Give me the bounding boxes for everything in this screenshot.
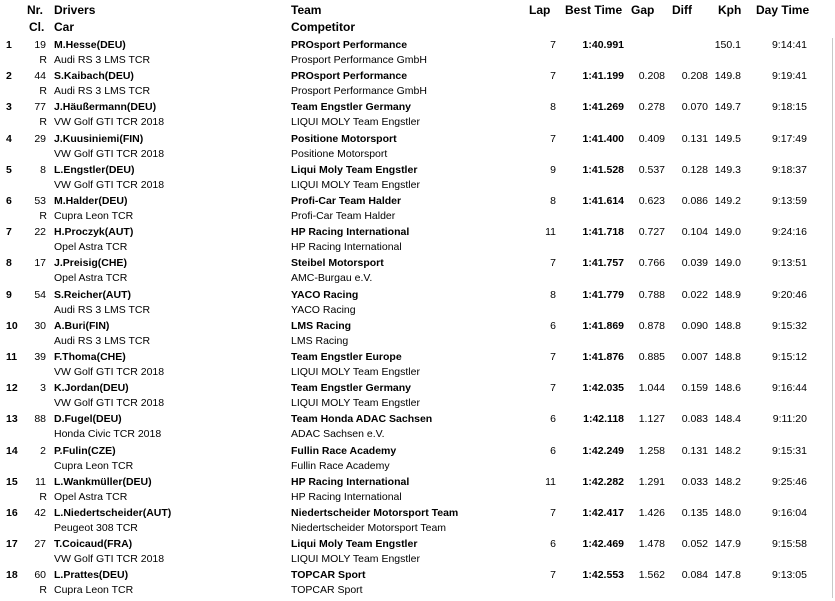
- cell-diff: 0.084: [681, 569, 708, 582]
- cell-diff: 0.086: [681, 195, 708, 207]
- cell-kph: 148.8: [714, 319, 741, 332]
- cell-competitor: TOPCAR Sport: [291, 584, 363, 597]
- cell-competitor: LIQUI MOLY Team Engstler: [291, 366, 420, 378]
- cell-lap: 8: [550, 101, 556, 114]
- cell-gap: 0.766: [638, 257, 665, 270]
- cell-best: 1:42.553: [582, 569, 624, 582]
- cell-driver: L.Niedertscheider(AUT): [54, 507, 172, 519]
- cell-nr: 88: [34, 413, 46, 426]
- cell-driver: J.Preisig(CHE): [54, 257, 127, 270]
- cell-nr: 8: [40, 163, 46, 176]
- cell-kph: 150.1: [714, 39, 741, 51]
- cell-gap: 1.127: [638, 413, 665, 426]
- cell-kph: 148.9: [714, 288, 741, 301]
- cell-cl: R: [39, 54, 47, 66]
- cell-day: 9:24:16: [771, 226, 807, 239]
- cell-driver: M.Hesse(DEU): [54, 39, 126, 51]
- cell-gap: 1.044: [638, 382, 665, 395]
- cell-car: Cupra Leon TCR: [54, 459, 134, 472]
- cell-lap: 11: [545, 226, 556, 239]
- cell-competitor: LIQUI MOLY Team Engstler: [291, 553, 420, 566]
- cell-competitor: Prosport Performance GmbH: [291, 85, 427, 98]
- cell-lap: 7: [550, 39, 556, 51]
- cell-driver: A.Buri(FIN): [54, 319, 110, 332]
- cell-gap: 0.885: [638, 351, 665, 363]
- cell-day: 9:15:58: [771, 538, 807, 551]
- cell-day: 9:20:46: [771, 288, 807, 301]
- table-row: [0, 319, 835, 350]
- cell-day: 9:13:05: [771, 569, 807, 582]
- cell-gap: 1.426: [638, 507, 665, 519]
- cell-kph: 149.8: [714, 70, 741, 83]
- cell-car: VW Golf GTI TCR 2018: [54, 397, 165, 410]
- cell-driver: K.Jordan(DEU): [54, 382, 129, 395]
- cell-kph: 149.3: [714, 163, 741, 176]
- cell-team: Team Honda ADAC Sachsen: [291, 413, 433, 426]
- cell-diff: 0.104: [681, 226, 708, 239]
- header-lap: Lap: [529, 3, 551, 17]
- cell-kph: 149.5: [714, 132, 741, 145]
- cell-car: VW Golf GTI TCR 2018: [54, 147, 165, 160]
- cell-lap: 7: [550, 382, 556, 395]
- cell-kph: 148.2: [714, 444, 741, 457]
- cell-pos: 1: [6, 39, 12, 51]
- table-row: [0, 288, 835, 319]
- cell-pos: 9: [6, 288, 12, 301]
- cell-driver: H.Proczyk(AUT): [54, 226, 134, 239]
- cell-lap: 7: [550, 351, 556, 363]
- cell-gap: 0.409: [638, 132, 665, 145]
- header-team: Team: [291, 3, 322, 17]
- cell-pos: 7: [6, 226, 12, 239]
- cell-pos: 5: [6, 163, 12, 176]
- cell-kph: 147.9: [714, 538, 741, 551]
- cell-diff: 0.052: [681, 538, 708, 551]
- cell-pos: 2: [6, 70, 12, 83]
- cell-team: Team Engstler Germany: [291, 382, 412, 395]
- cell-competitor: Prosport Performance GmbH: [291, 54, 427, 66]
- cell-kph: 149.7: [714, 101, 741, 114]
- cell-gap: 1.478: [638, 538, 665, 551]
- cell-lap: 7: [550, 507, 556, 519]
- cell-day: 9:11:20: [772, 413, 807, 426]
- cell-lap: 6: [550, 444, 556, 457]
- cell-nr: 11: [35, 475, 46, 488]
- cell-lap: 7: [550, 257, 556, 270]
- cell-gap: 0.727: [638, 226, 665, 239]
- cell-team: LMS Racing: [291, 319, 352, 332]
- cell-team: Team Engstler Europe: [291, 351, 402, 363]
- cell-best: 1:41.199: [582, 70, 624, 83]
- cell-kph: 149.0: [714, 257, 741, 270]
- cell-diff: 0.135: [681, 507, 708, 519]
- cell-pos: 8: [6, 257, 12, 270]
- cell-competitor: LIQUI MOLY Team Engstler: [291, 178, 420, 191]
- cell-gap: 0.623: [638, 195, 665, 207]
- cell-cl: R: [39, 85, 47, 98]
- cell-pos: 14: [6, 444, 18, 457]
- cell-diff: 0.208: [681, 70, 708, 83]
- header-best-time: Best Time: [565, 3, 623, 17]
- cell-car: Opel Astra TCR: [54, 241, 128, 254]
- table-row: [0, 256, 835, 287]
- cell-team: HP Racing International: [291, 226, 410, 239]
- cell-car: Audi RS 3 LMS TCR: [54, 85, 151, 98]
- cell-nr: 29: [34, 132, 46, 145]
- cell-competitor: HP Racing International: [291, 490, 402, 503]
- cell-driver: S.Kaibach(DEU): [54, 70, 134, 83]
- cell-driver: F.Thoma(CHE): [54, 351, 126, 363]
- cell-best: 1:41.528: [582, 163, 624, 176]
- cell-best: 1:41.869: [582, 319, 624, 332]
- cell-competitor: Profi-Car Team Halder: [291, 210, 396, 222]
- cell-nr: 3: [40, 382, 46, 395]
- cell-nr: 30: [34, 319, 46, 332]
- cell-competitor: Niedertscheider Motorsport Team: [291, 522, 447, 534]
- cell-nr: 60: [34, 569, 46, 582]
- cell-diff: 0.131: [681, 444, 708, 457]
- cell-nr: 22: [34, 226, 46, 239]
- cell-best: 1:41.269: [582, 101, 624, 114]
- cell-pos: 13: [6, 413, 18, 426]
- cell-car: Cupra Leon TCR: [54, 584, 134, 597]
- cell-lap: 7: [550, 70, 556, 83]
- cell-team: Profi-Car Team Halder: [291, 195, 402, 207]
- cell-nr: 53: [34, 195, 46, 207]
- cell-cl: R: [39, 210, 47, 222]
- cell-diff: 0.033: [681, 475, 708, 488]
- cell-day: 9:13:51: [771, 257, 807, 270]
- cell-kph: 147.8: [714, 569, 741, 582]
- cell-pos: 17: [6, 538, 18, 551]
- cell-diff: 0.022: [681, 288, 708, 301]
- cell-pos: 18: [6, 569, 18, 582]
- cell-lap: 6: [550, 319, 556, 332]
- cell-competitor: LMS Racing: [291, 334, 349, 347]
- page-edge-divider: [832, 38, 833, 598]
- cell-team: Liqui Moly Team Engstler: [291, 163, 418, 176]
- cell-cl: R: [39, 584, 47, 597]
- cell-pos: 15: [6, 475, 18, 488]
- cell-best: 1:42.249: [582, 444, 624, 457]
- cell-car: VW Golf GTI TCR 2018: [54, 553, 165, 566]
- cell-car: Opel Astra TCR: [54, 490, 128, 503]
- cell-pos: 16: [6, 507, 18, 519]
- cell-competitor: AMC-Burgau e.V.: [291, 272, 373, 285]
- cell-lap: 11: [545, 475, 556, 488]
- cell-day: 9:16:04: [771, 507, 807, 519]
- cell-lap: 9: [550, 163, 556, 176]
- cell-team: HP Racing International: [291, 475, 410, 488]
- cell-gap: 0.537: [638, 163, 665, 176]
- cell-competitor: ADAC Sachsen e.V.: [291, 428, 385, 441]
- cell-team: Team Engstler Germany: [291, 101, 412, 114]
- cell-cl: R: [39, 490, 47, 503]
- cell-nr: 54: [34, 288, 46, 301]
- cell-nr: 77: [34, 101, 46, 114]
- table-row: [0, 537, 835, 568]
- cell-day: 9:18:15: [771, 101, 807, 114]
- cell-driver: D.Fugel(DEU): [54, 413, 122, 426]
- cell-car: VW Golf GTI TCR 2018: [54, 116, 165, 129]
- table-row: [0, 132, 835, 163]
- header-kph: Kph: [718, 3, 742, 17]
- cell-competitor: LIQUI MOLY Team Engstler: [291, 116, 420, 129]
- cell-pos: 3: [6, 101, 12, 114]
- cell-lap: 8: [550, 195, 556, 207]
- cell-day: 9:15:32: [771, 319, 807, 332]
- cell-kph: 148.4: [714, 413, 741, 426]
- cell-car: Opel Astra TCR: [54, 272, 128, 285]
- table-row: [0, 163, 835, 194]
- cell-day: 9:17:49: [771, 132, 807, 145]
- header-competitor: Competitor: [291, 20, 355, 34]
- cell-diff: 0.070: [681, 101, 708, 114]
- cell-pos: 11: [6, 351, 18, 363]
- cell-best: 1:41.400: [582, 132, 624, 145]
- cell-car: Audi RS 3 LMS TCR: [54, 54, 151, 66]
- cell-day: 9:18:37: [771, 163, 807, 176]
- cell-team: PROsport Performance: [291, 70, 408, 83]
- header-drivers: Drivers: [54, 3, 96, 17]
- table-row: [0, 475, 835, 506]
- cell-team: Niedertscheider Motorsport Team: [291, 507, 459, 519]
- table-row: [0, 412, 835, 443]
- cell-nr: 42: [34, 507, 46, 519]
- cell-day: 9:14:41: [771, 39, 807, 51]
- cell-best: 1:42.282: [582, 475, 624, 488]
- header-diff: Diff: [672, 3, 692, 17]
- cell-driver: J.Häußermann(DEU): [54, 101, 157, 114]
- cell-day: 9:25:46: [771, 475, 807, 488]
- cell-best: 1:41.876: [582, 351, 624, 363]
- header-cl: Cl.: [29, 20, 45, 34]
- cell-best: 1:42.035: [582, 382, 624, 395]
- table-row: [0, 381, 835, 412]
- cell-best: 1:41.614: [582, 195, 624, 207]
- cell-diff: 0.007: [681, 351, 708, 363]
- cell-driver: T.Coicaud(FRA): [54, 538, 133, 551]
- cell-kph: 148.0: [714, 507, 741, 519]
- table-row: [0, 225, 835, 256]
- table-row: [0, 69, 835, 100]
- cell-best: 1:42.469: [582, 538, 624, 551]
- cell-lap: 6: [550, 538, 556, 551]
- cell-kph: 148.2: [714, 475, 741, 488]
- cell-competitor: YACO Racing: [291, 303, 356, 316]
- header-day-time: Day Time: [756, 3, 810, 17]
- cell-best: 1:42.417: [582, 507, 624, 519]
- cell-lap: 6: [550, 413, 556, 426]
- cell-team: Steibel Motorsport: [291, 257, 384, 270]
- cell-nr: 2: [40, 444, 46, 457]
- cell-team: PROsport Performance: [291, 39, 408, 51]
- cell-best: 1:40.991: [582, 39, 624, 51]
- cell-gap: 0.278: [638, 101, 665, 114]
- cell-car: Audi RS 3 LMS TCR: [54, 303, 151, 316]
- cell-gap: 0.208: [638, 70, 665, 83]
- cell-diff: 0.159: [681, 382, 708, 395]
- cell-driver: J.Kuusiniemi(FIN): [54, 132, 144, 145]
- cell-car: Cupra Leon TCR: [54, 210, 134, 222]
- cell-driver: P.Fulin(CZE): [54, 444, 116, 457]
- cell-lap: 7: [550, 569, 556, 582]
- cell-team: Fullin Race Academy: [291, 444, 397, 457]
- cell-kph: 148.8: [714, 351, 741, 363]
- cell-cl: R: [39, 116, 47, 129]
- cell-nr: 19: [34, 39, 46, 51]
- cell-lap: 7: [550, 132, 556, 145]
- header-nr: Nr.: [27, 3, 44, 17]
- cell-pos: 4: [6, 132, 12, 145]
- cell-car: VW Golf GTI TCR 2018: [54, 178, 165, 191]
- cell-day: 9:15:12: [771, 351, 807, 363]
- cell-lap: 8: [550, 288, 556, 301]
- cell-day: 9:15:31: [771, 444, 807, 457]
- cell-gap: 1.258: [638, 444, 665, 457]
- cell-best: 1:42.118: [583, 413, 624, 426]
- header-gap: Gap: [631, 3, 655, 17]
- cell-kph: 149.2: [714, 195, 741, 207]
- cell-nr: 39: [34, 351, 46, 363]
- cell-diff: 0.083: [681, 413, 708, 426]
- cell-driver: M.Halder(DEU): [54, 195, 128, 207]
- cell-best: 1:41.779: [582, 288, 624, 301]
- cell-gap: 0.878: [638, 319, 665, 332]
- cell-diff: 0.131: [681, 132, 708, 145]
- cell-best: 1:41.757: [582, 257, 624, 270]
- cell-nr: 44: [34, 70, 46, 83]
- cell-driver: L.Wankmüller(DEU): [54, 475, 152, 488]
- cell-kph: 149.0: [714, 226, 741, 239]
- cell-competitor: HP Racing International: [291, 241, 402, 254]
- cell-pos: 10: [6, 319, 18, 332]
- cell-competitor: Positione Motorsport: [291, 147, 388, 160]
- table-row: [0, 350, 835, 381]
- cell-gap: 1.291: [638, 475, 665, 488]
- cell-driver: S.Reicher(AUT): [54, 288, 132, 301]
- cell-team: YACO Racing: [291, 288, 359, 301]
- cell-car: VW Golf GTI TCR 2018: [54, 366, 165, 378]
- cell-nr: 17: [34, 257, 46, 270]
- cell-nr: 27: [34, 538, 46, 551]
- cell-competitor: LIQUI MOLY Team Engstler: [291, 397, 420, 410]
- table-row: [0, 38, 835, 69]
- table-row: [0, 100, 835, 131]
- cell-pos: 12: [6, 382, 18, 395]
- table-row: [0, 568, 835, 599]
- cell-best: 1:41.718: [582, 226, 624, 239]
- cell-team: Liqui Moly Team Engstler: [291, 538, 418, 551]
- cell-gap: 0.788: [638, 288, 665, 301]
- cell-gap: 1.562: [638, 569, 665, 582]
- cell-team: TOPCAR Sport: [291, 569, 366, 582]
- cell-car: Audi RS 3 LMS TCR: [54, 334, 151, 347]
- results-header: [0, 0, 835, 38]
- cell-car: Peugeot 308 TCR: [54, 522, 138, 534]
- cell-driver: L.Engstler(DEU): [54, 163, 135, 176]
- cell-day: 9:13:59: [771, 195, 807, 207]
- table-row: [0, 506, 835, 537]
- header-car: Car: [54, 20, 75, 34]
- table-row: [0, 444, 835, 475]
- cell-competitor: Fullin Race Academy: [291, 459, 390, 472]
- cell-pos: 6: [6, 195, 12, 207]
- cell-driver: L.Prattes(DEU): [54, 569, 129, 582]
- cell-diff: 0.039: [681, 257, 708, 270]
- cell-day: 9:16:44: [771, 382, 807, 395]
- cell-team: Positione Motorsport: [291, 132, 397, 145]
- cell-day: 9:19:41: [771, 70, 807, 83]
- cell-diff: 0.128: [681, 163, 708, 176]
- table-row: [0, 194, 835, 225]
- cell-diff: 0.090: [681, 319, 708, 332]
- cell-car: Honda Civic TCR 2018: [54, 428, 162, 441]
- cell-kph: 148.6: [714, 382, 741, 395]
